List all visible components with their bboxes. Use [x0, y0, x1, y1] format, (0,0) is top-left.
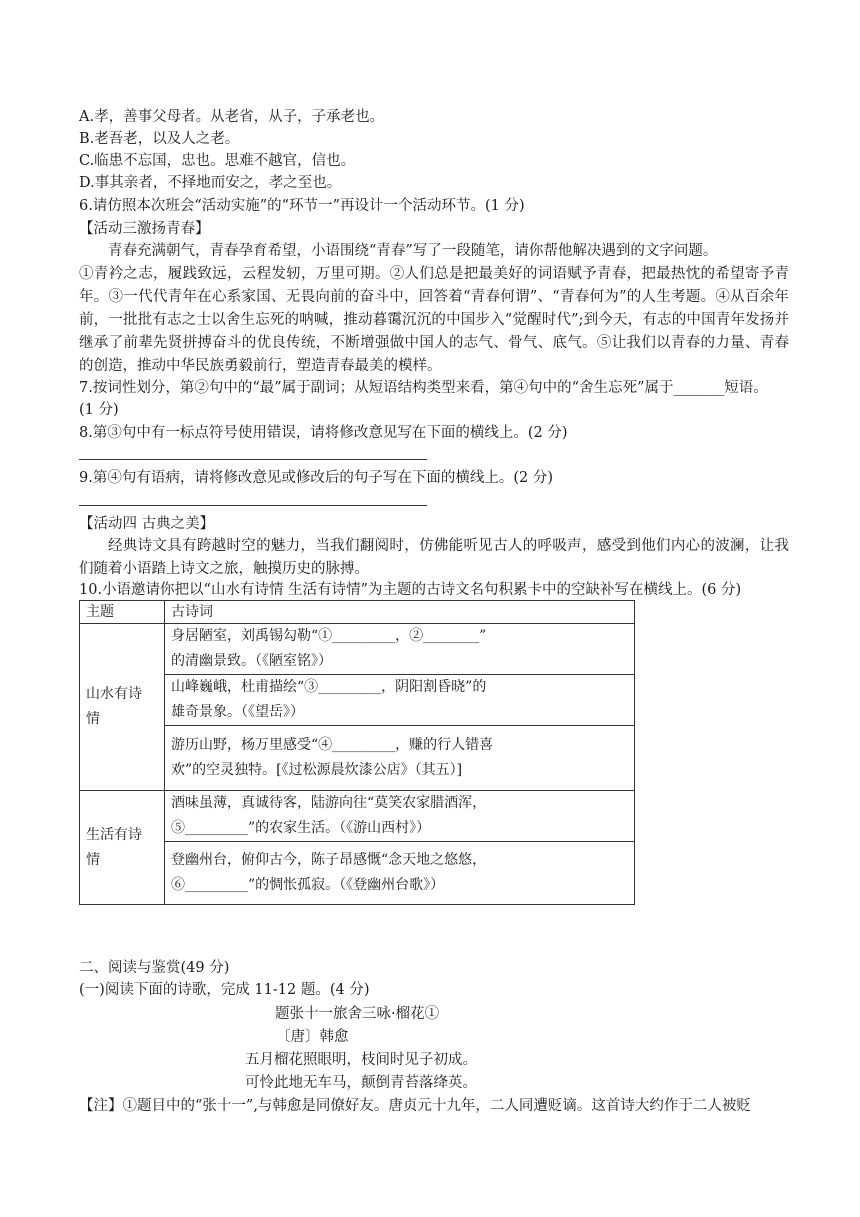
answer-line-9[interactable] — [79, 505, 427, 506]
topic-landscape-line-2: 情 — [86, 711, 100, 727]
question-7-line-1: 7.按词性划分，第②句中的“最”属于副词；从短语结构类型来看，第④句中的“舍生忘死”属于_______短语。 — [79, 380, 768, 396]
row-text-1b: 的清幽景致。（《陋室铭》） — [171, 653, 332, 669]
question-9: 9.第④句有语病，请将修改意见或修改后的句子写在下面的横线上。(2 分) — [79, 470, 553, 486]
option-a: A.孝，善事父母者。从老省，从子，子承老也。 — [79, 109, 385, 125]
row-text-3b: 欢”的空灵独特。[《过松源晨炊漆公店》（其五）] — [171, 762, 463, 778]
activity-3-heading: 【活动三激扬青春】 — [79, 221, 210, 237]
question-8: 8.第③句中有一标点符号使用错误，请将修改意见写在下面的横线上。(2 分) — [79, 425, 568, 441]
activity-3-intro: 青春充满朝气，青春孕育希望，小语围绕“青春”写了一段随笔，请你帮他解决遇到的文字问题。 — [108, 243, 718, 259]
table-row[interactable] — [165, 624, 635, 675]
activity-3-passage: ①青衿之志，履践致远，云程发轫，万里可期。②人们总是把最美好的词语赋予青春，把最热忱的希望寄予青年。③一代代青年在心系家国、无畏向前的奋斗中，回答着“青春何谓”、“青春何为”的人生考题。④从百余年前，一批批有志之士以舍生忘死的呐喊，推动暮霭沉沉的中国步入“觉醒时代”;到今天，有志的中国青年发扬并继承了前辈先贤拼搏奋斗的优良传统，不断增强做中国人的志气、骨气、底气。⑤让我们以青春的力量、青春的创造，推动中华民族勇毅前行，塑造青春最美的模样。 — [79, 266, 789, 374]
table-row[interactable] — [165, 791, 635, 842]
topic-life-line-1: 生活有诗 — [86, 826, 142, 843]
poem-author: 〔唐〕韩愈 — [276, 1029, 349, 1045]
row-text-3a: 游历山野，杨万里感受“④_________，赚的行人错喜 — [171, 737, 494, 753]
poem-line-2: 可怜此地无车马，颠倒青苔落绛英。 — [245, 1075, 477, 1091]
row-text-5b: ⑥_________”的惆怅孤寂。（《登幽州台歌》） — [171, 877, 445, 893]
topic-life-line-2: 情 — [86, 851, 100, 868]
row-text-1a: 身居陋室，刘禹锡勾勒“①_________，②________” — [171, 628, 487, 644]
row-text-2b: 雄奇景象。（《望岳》） — [171, 704, 304, 720]
row-text-5a: 登幽州台，俯仰古今，陈子昂感慨“念天地之悠悠， — [171, 852, 487, 868]
poem-note: 【注】①题目中的“张十一”,与韩愈是同僚好友。唐贞元十九年，二人同遭贬谪。这首诗大约作于二人被贬 — [79, 1098, 751, 1114]
poem-card-table — [79, 600, 635, 905]
row-text-4b: ⑤_________”的农家生活。（《游山西村》） — [171, 820, 431, 836]
answer-line-8[interactable] — [79, 459, 427, 460]
row-text-2a: 山峰巍峨，杜甫描绘“③_________，阴阳割昏晓”的 — [171, 679, 487, 695]
table-row[interactable] — [165, 842, 635, 905]
table-row[interactable] — [165, 675, 635, 726]
activity-4-intro: 经典诗文具有跨越时空的魅力，当我们翻阅时，仿佛能听见古人的呼吸声，感受到他们内心的波澜，让我们随着小语踏上诗文之旅，触摸历史的脉搏。 — [79, 538, 789, 577]
topic-landscape-line-1: 山水有诗 — [86, 686, 142, 702]
poem-line-1: 五月榴花照眼明，枝间时见子初成。 — [245, 1052, 477, 1068]
table-header-poem: 古诗词 — [165, 601, 635, 624]
question-6: 6.请仿照本次班会“活动实施”的“环节一”再设计一个活动环节。(1 分) — [79, 198, 525, 214]
option-c: C.临患不忘国，忠也。思难不越官，信也。 — [79, 153, 356, 169]
question-7-line-2: (1 分) — [79, 402, 119, 418]
table-header-topic: 主题 — [80, 601, 165, 624]
topic-life — [80, 791, 165, 905]
option-b: B.老吾老，以及人之老。 — [79, 131, 240, 147]
question-10: 10.小语邀请你把以“山水有诗情 生活有诗情”为主题的古诗文名句积累卡中的空缺补写在横线上。(6 分) — [79, 582, 742, 598]
activity-4-heading: 【活动四 古典之美】 — [79, 516, 215, 532]
option-d: D.事其亲者，不择地而安之，孝之至也。 — [79, 175, 342, 191]
topic-landscape — [80, 624, 165, 791]
poem-title: 题张十一旅舍三咏·榴花① — [275, 1006, 440, 1022]
part-1-heading: (一)阅读下面的诗歌，完成 11-12 题。(4 分) — [79, 982, 370, 998]
section-2-heading: 二、阅读与鉴赏(49 分) — [79, 960, 230, 976]
row-text-4a: 酒味虽薄，真诚待客，陆游向往“莫笑农家腊酒浑， — [171, 795, 487, 811]
table-row[interactable] — [165, 726, 635, 791]
